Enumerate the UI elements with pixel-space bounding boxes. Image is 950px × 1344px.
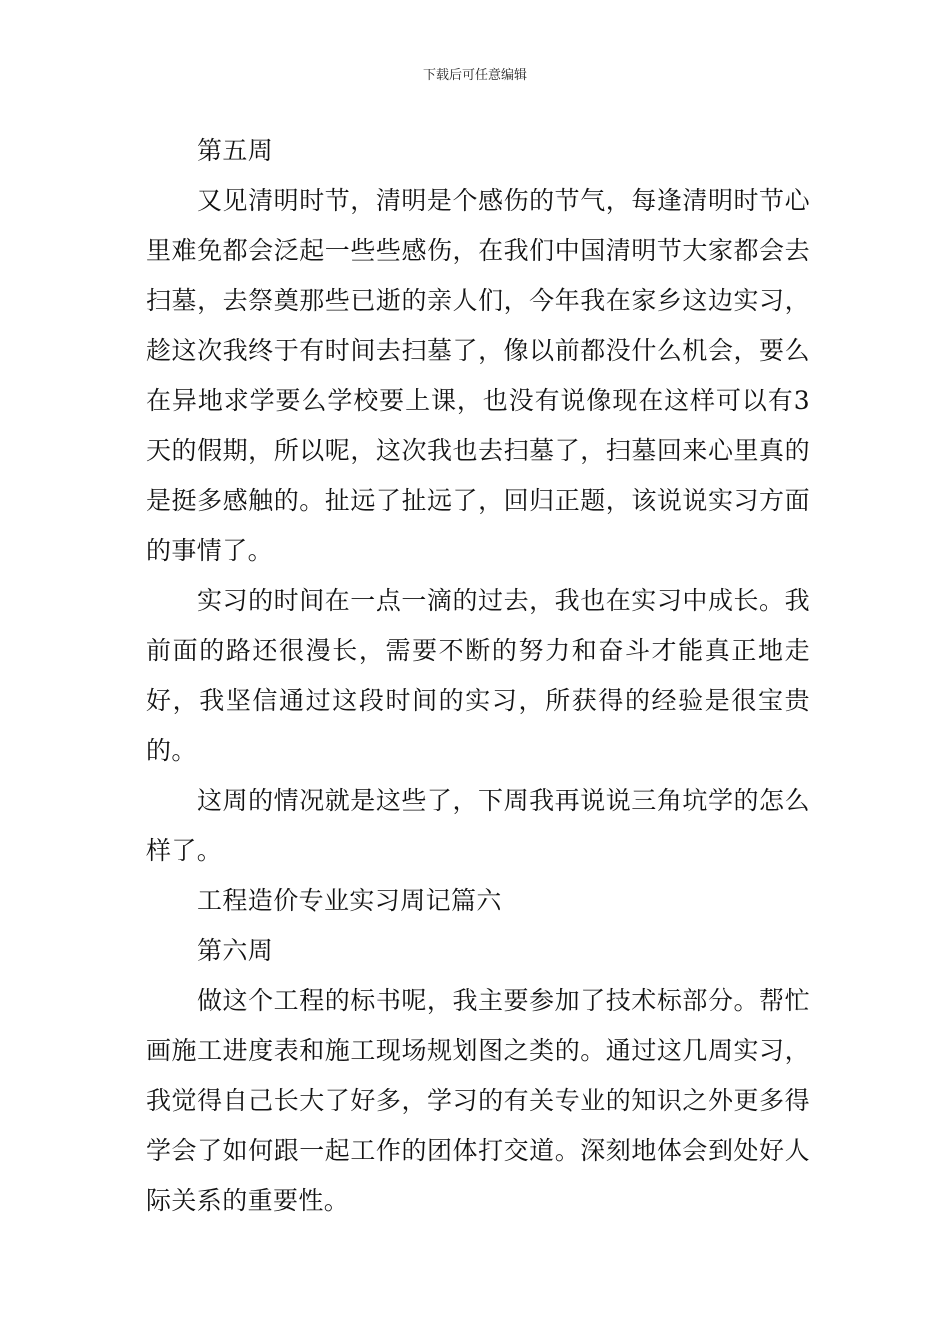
paragraph-next-week: 这周的情况就是这些了，下周我再说说三角坑学的怎么样了。	[146, 786, 810, 865]
paragraph-growth: 实习的时间在一点一滴的过去，我也在实习中成长。我前面的路还很漫长，需要不断的努力和奋斗才能真正地走好，我坚信通过这段时间的实习，所获得的经验是很宝贵的。	[146, 586, 810, 765]
paragraph-qingming: 又见清明时节，清明是个感伤的节气，每逢清明时节心里难免都会泛起一些些感伤，在我们中国清明节大家都会去扫墓，去祭奠那些已逝的亲人们，今年我在家乡这边实习，趁这次我终于有时间去扫墓了，像以前都没什么机会，要么在异地求学要么学校要上课，也没有说像现在这样可以有3天的假期，所以呢，这次我也去扫墓了，扫墓回来心里真的是挺多感触的。扯远了扯远了，回归正题，该说说实习方面的事情了。	[146, 186, 810, 565]
week-five-heading: 第五周	[197, 136, 274, 165]
document-body	[146, 126, 810, 1226]
week-six-heading: 第六周	[197, 936, 274, 965]
paragraph-tender: 做这个工程的标书呢，我主要参加了技术标部分。帮忙画施工进度表和施工现场规划图之类的。通过这几周实习，我觉得自己长大了好多，学习的有关专业的知识之外更多得学会了如何跟一起工作的团体打交道。深刻地体会到处好人际关系的重要性。	[146, 986, 810, 1215]
page-header-note: 下载后可任意编辑	[422, 68, 527, 83]
section-title: 工程造价专业实习周记篇六	[197, 886, 502, 915]
